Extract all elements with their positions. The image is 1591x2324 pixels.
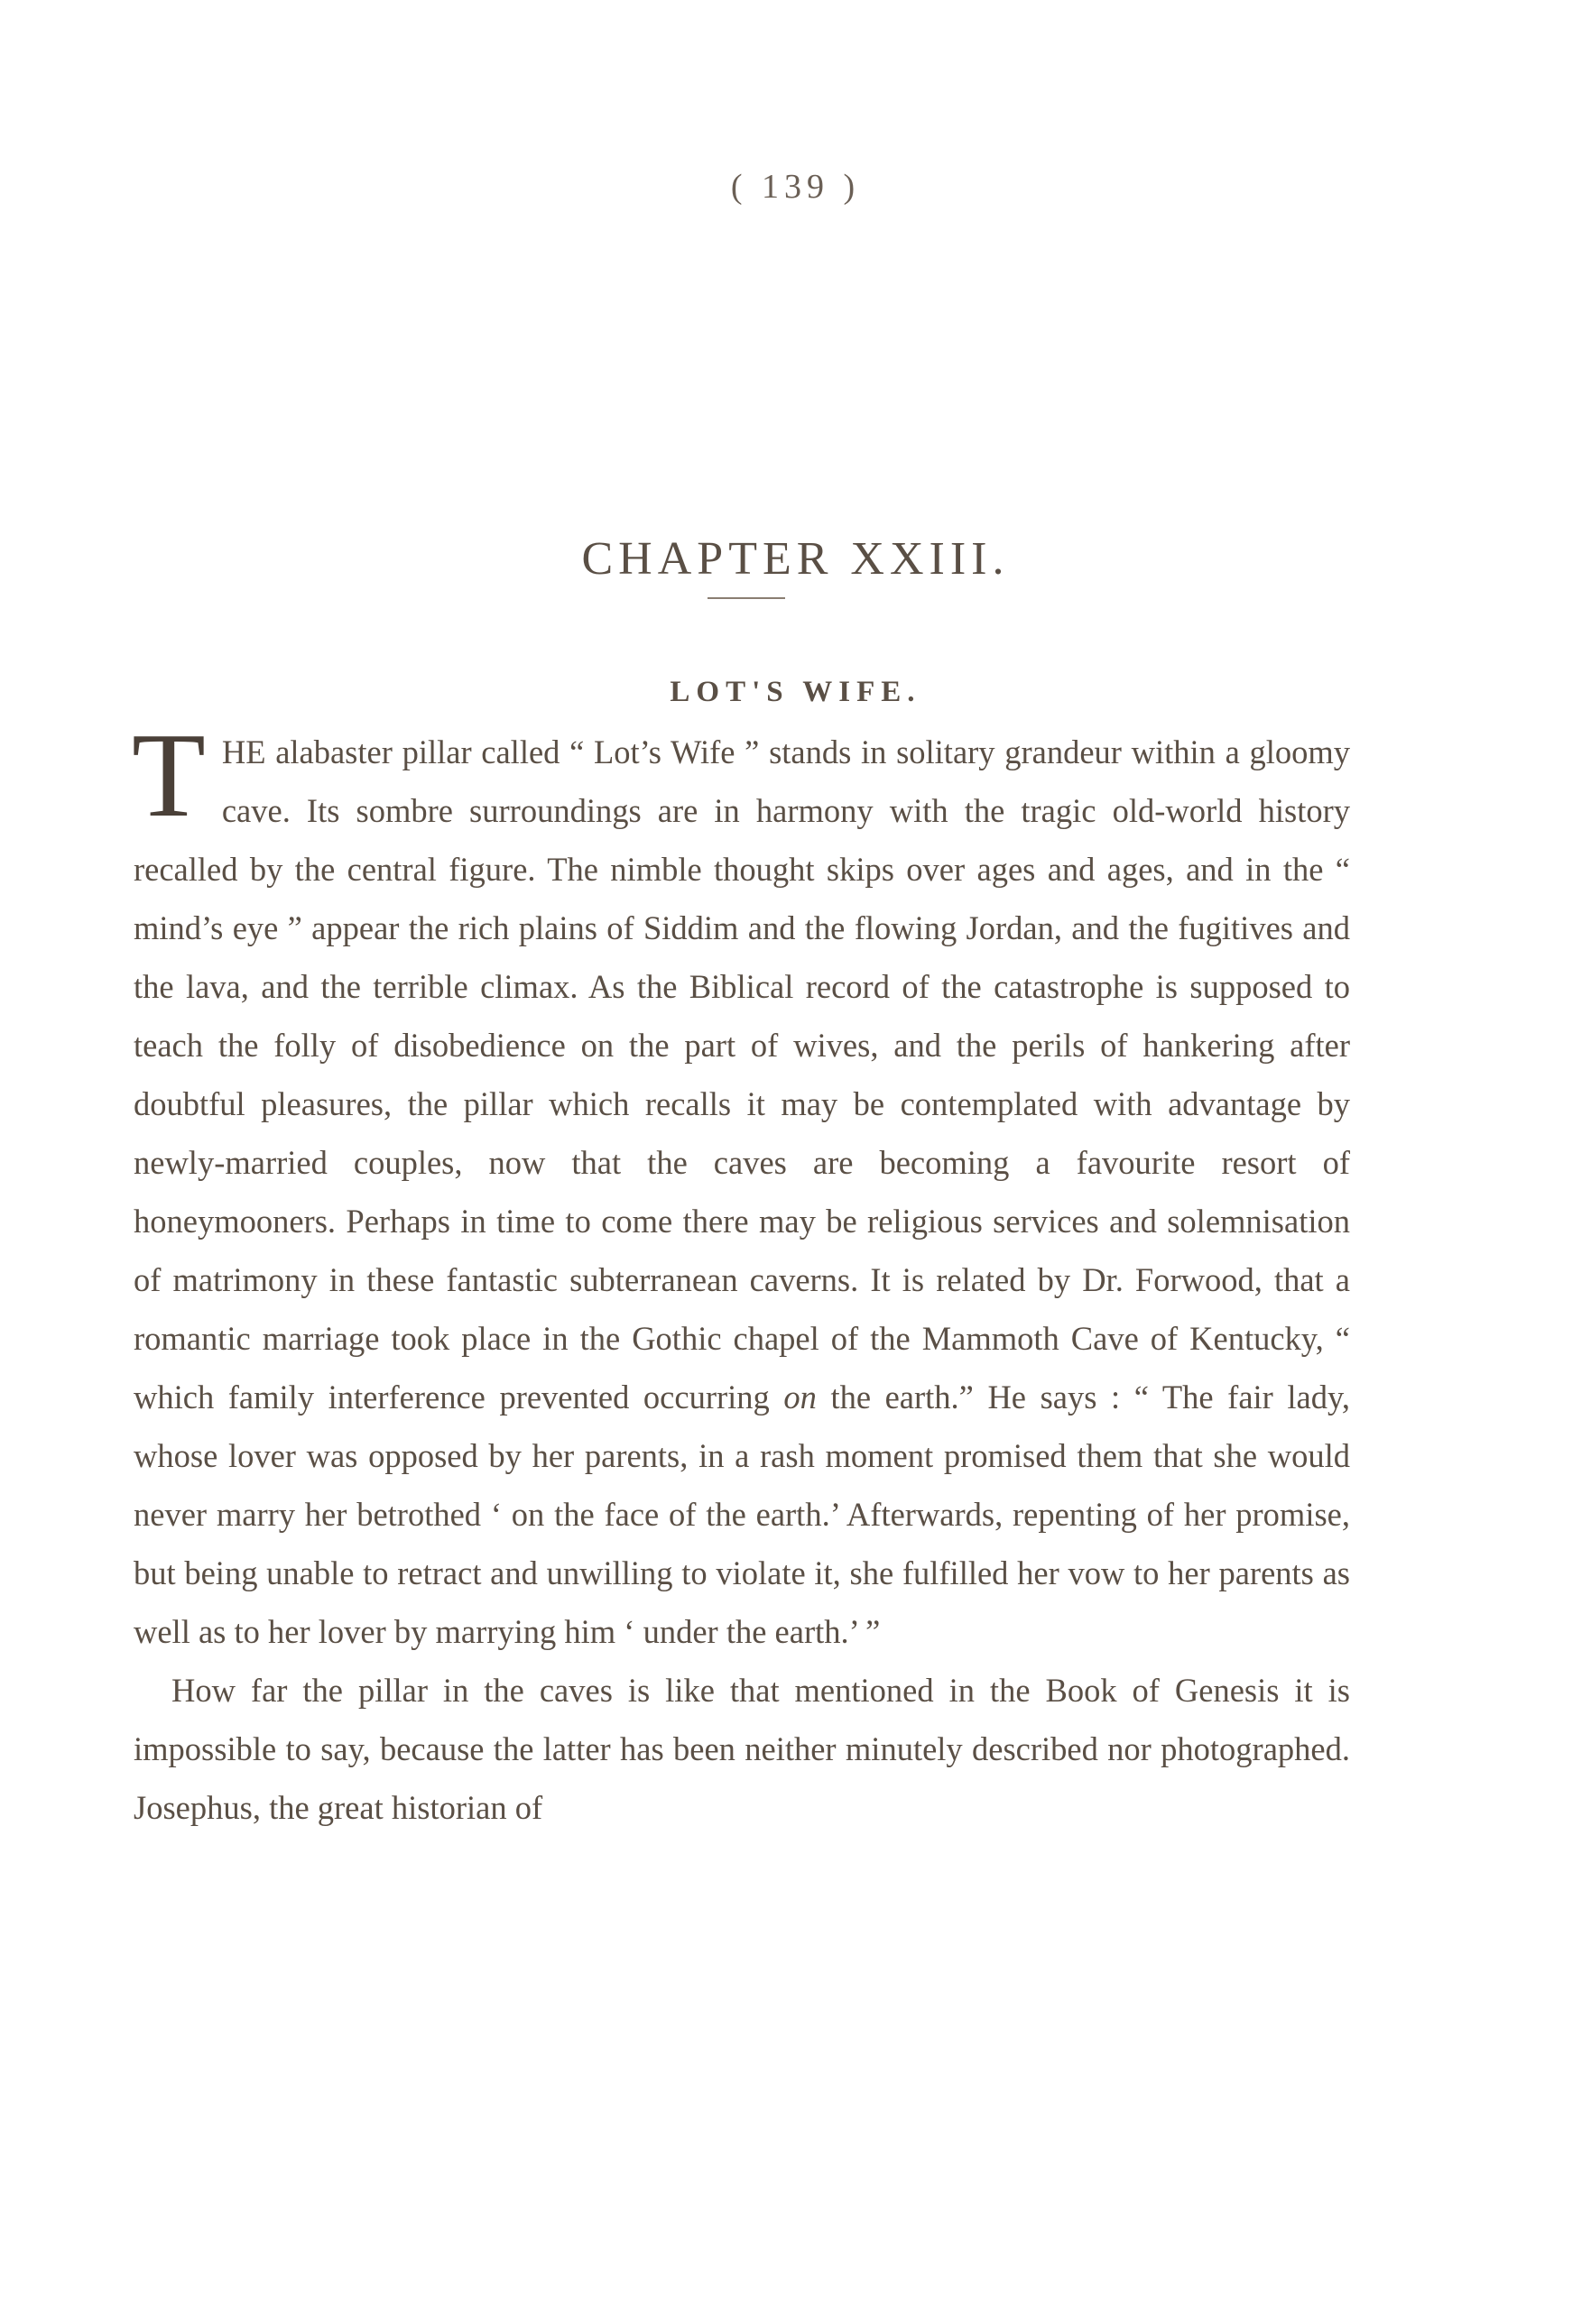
chapter-subtitle: LOT'S WIFE.: [670, 676, 921, 709]
page-number: ( 139 ): [730, 168, 861, 206]
body-text: [132, 708, 1350, 1837]
paragraph-text: HE alabaster pillar called “ Lot’s Wife ” stands in solitary grandeur within a gloomy cave. Its sombre surroundings are in harmony with the tragic old-world history recalled by the central figure. The nimble thought skips over ages and ages, and in the “ mind’s eye ” appear the rich plains of Siddim and the flowing Jordan, and the fugitives and the lava, and the terrible climax. As the Biblical record of the catastrophe is supposed to teach the folly of disobedience on the part of wives, and the perils of hankering after doubtful pleasures, the pillar which recalls it may be contemplated with advantage by newly-married couples, now that the caves are becoming a favourite resort of honeymooners. Perhaps in time to come there may be religious services and solemnisation of matrimony in these fantastic subterranean caverns. It is related by Dr. Forwood, that a romantic marriage took place in the Gothic chapel of the Mammoth Cave of Kentucky, “ which family interference prevented occurring: [134, 733, 1350, 1416]
drop-cap: T: [132, 708, 206, 842]
paragraph: How far the pillar in the caves is like that mentioned in the Book of Genesis it is impossible to say, because the latter has been neither minutely described nor photographed. Josephus, the great historian of: [134, 1672, 1350, 1826]
paragraph: [132, 708, 1350, 1661]
paragraph-text: the earth.” He says : “ The fair lady, whose lover was opposed by her parents, in a rash moment promised them that she would never marry her betrothed ‘ on the face of the earth.’ Afterwards, repenting of her promise, but being unable to retract and unwilling to violate it, she fulfilled her vow to her parents as well as to her lover by marrying him ‘ under the earth.’ ”: [134, 1379, 1350, 1650]
chapter-title: CHAPTER XXIII.: [581, 532, 1010, 585]
italic-word: on: [783, 1379, 817, 1416]
title-divider: [708, 597, 785, 599]
